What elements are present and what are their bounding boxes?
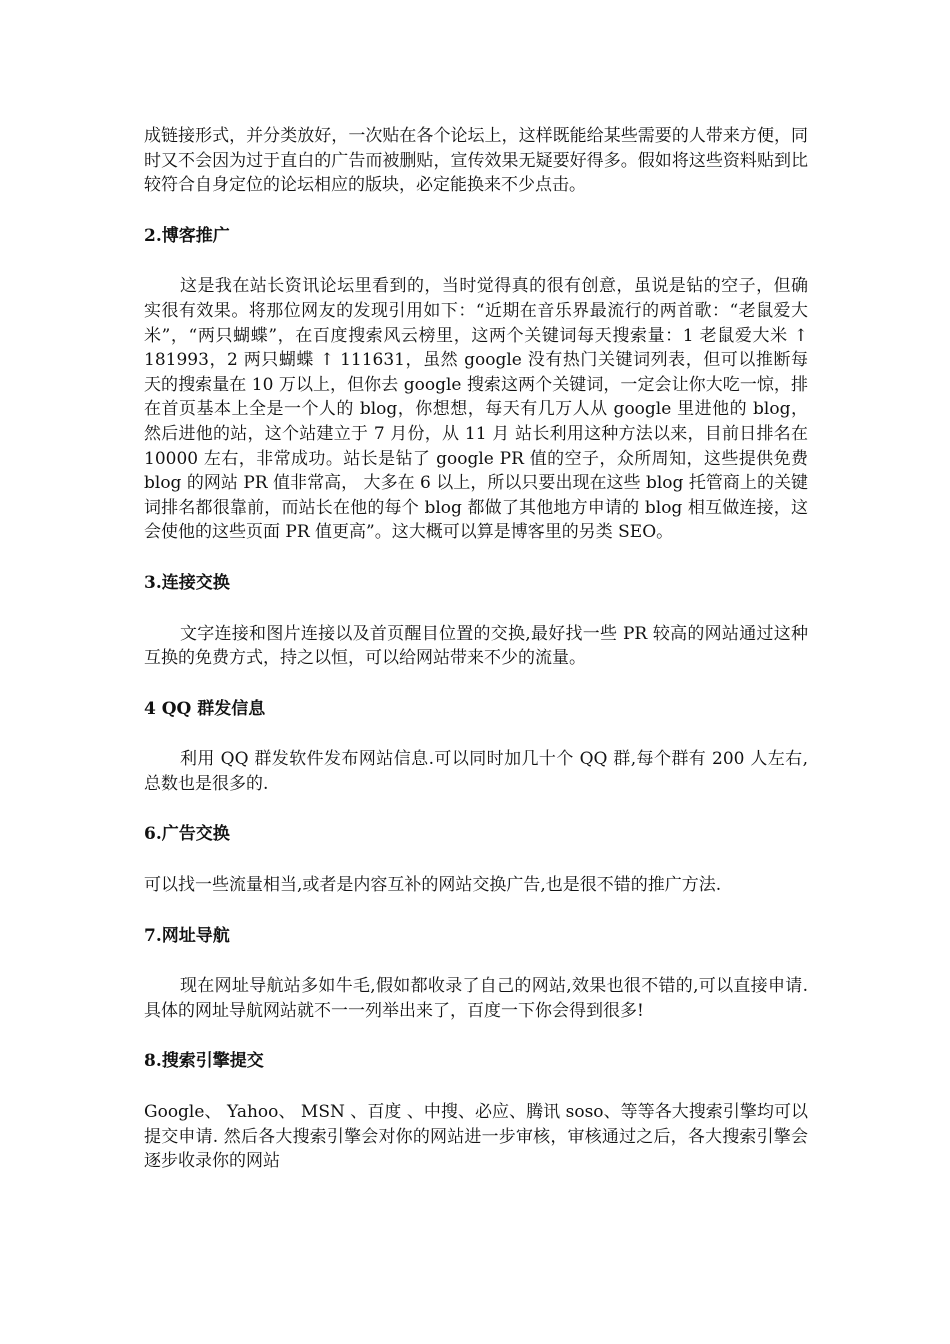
heading-link-exchange: 3.连接交换 — [144, 572, 230, 593]
heading-ad-exchange: 6.广告交换 — [144, 824, 230, 845]
document-body — [144, 124, 808, 1200]
paragraph-intro: 成链接形式，并分类放好，一次贴在各个论坛上，这样既能给某些需要的人带来方便，同时又不会因为过于直白的广告而被删贴，宣传效果无疑要好得多。假如将这些资料贴到比较符合自身定位的论坛相应的版块，必定能换来不少点击。 — [144, 126, 808, 196]
paragraph-url-navigation: 现在网址导航站多如牛毛,假如都收录了自己的网站,效果也很不错的,可以直接申请. 具体的网址导航网站就不一一列举出来了，百度一下你会得到很多! — [144, 976, 808, 1021]
paragraph-ad-exchange: 可以找一些流量相当,或者是内容互补的网站交换广告,也是很不错的推广方法. — [144, 875, 722, 896]
heading-search-engine-submission: 8.搜索引擎提交 — [144, 1051, 264, 1072]
paragraph-blog-promotion: 这是我在站长资讯论坛里看到的，当时觉得真的很有创意，虽说是钻的空子，但确实很有效果。将那位网友的发现引用如下：“近期在音乐界最流行的两首歌：“老鼠爱大米”，“两只蝴蝶”，在百度搜索风云榜里，这两个关键词每天搜索量：1 老鼠爱大米 ↑ 181993，2 两只蝴蝶 ↑ 111631，虽然 google 没有热门关键词列表，但可以推断每天的搜索量在 10 万以上，但你去 google 搜索这两个关键词，一定会让你大吃一惊，排在首页基本上全是一个人的 blog，你想想，每天有几万人从 google 里进他的 blog，然后进他的站，这个站建立于 7 月份，从 11 月 站长利用这种方法以来，目前日排名在 10000 左右，非常成功。站长是钻了 google PR 值的空子，众所周知，这些提供免费 blog 的网站 PR 值非常高， 大多在 6 以上，所以只要出现在这些 blog 托管商上的关键词排名都很靠前，而站长在他的每个 blog 都做了其他地方申请的 blog 相互做连接，这会使他的这些页面 PR 值更高”。这大概可以算是博客里的另类 SEO。 — [144, 276, 808, 543]
paragraph-qq-group: 利用 QQ 群发软件发布网站信息.可以同时加几十个 QQ 群,每个群有 200 人左右,总数也是很多的. — [144, 749, 808, 794]
paragraph-link-exchange: 文字连接和图片连接以及首页醒目位置的交换,最好找一些 PR 较高的网站通过这种互换的免费方式，持之以恒，可以给网站带来不少的流量。 — [144, 623, 808, 669]
heading-url-navigation: 7.网址导航 — [144, 925, 230, 946]
heading-qq-group: 4 QQ 群发信息 — [144, 698, 266, 719]
paragraph-search-engine-submission: Google、 Yahoo、 MSN 、百度 、中搜、必应、腾讯 soso、等等各大搜索引擎均可以提交申请. 然后各大搜索引擎会对你的网站进一步审核，审核通过之后，各大搜索引擎会逐步收录你的网站 — [144, 1102, 808, 1172]
heading-blog-promotion: 2.博客推广 — [144, 225, 230, 246]
